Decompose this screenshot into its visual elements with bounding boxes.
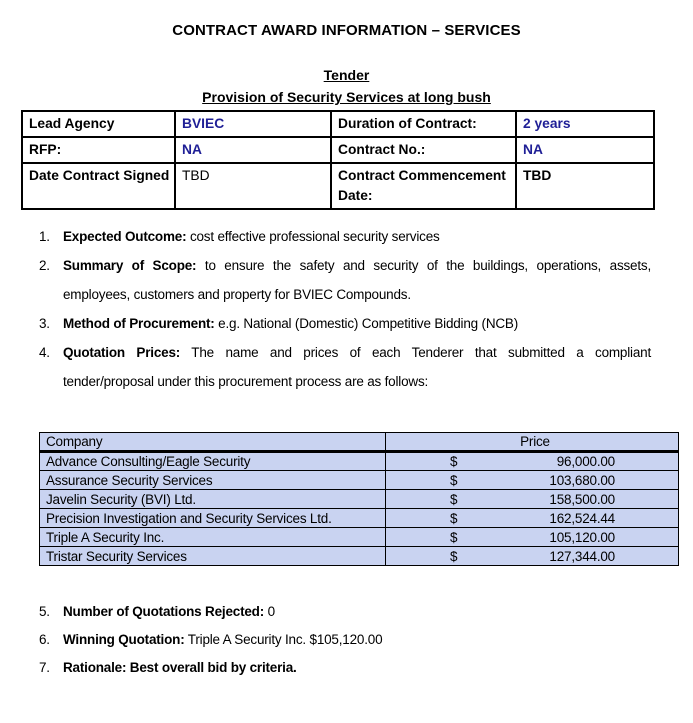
item-text: The name and prices of each Tenderer that submitted a compliant [180, 345, 652, 360]
company-column-header: Company [40, 433, 386, 452]
item-label: Quotation Prices: [63, 345, 181, 360]
list-number: 2. [39, 258, 50, 273]
numbered-list-bottom [37, 598, 651, 682]
item-line-1 [63, 338, 651, 367]
price-table-header-row [40, 433, 679, 452]
tender-heading: Tender [323, 67, 370, 83]
item-text: Triple A Security Inc. $105,120.00 [184, 632, 383, 647]
contract-info-table [21, 110, 655, 210]
item-label: Winning Quotation: [63, 632, 185, 647]
item-label: Summary of Scope: [63, 258, 197, 273]
item-line-2: tender/proposal under this procurement process are as follows: [63, 374, 429, 389]
list-number: 4. [39, 345, 50, 360]
price-cell [386, 547, 679, 566]
list-item-summary-of-scope [37, 251, 651, 309]
list-number: 1. [39, 229, 50, 244]
currency-symbol: $ [450, 548, 458, 564]
date-signed-label: Date Contract Signed [22, 163, 175, 209]
currency-symbol: $ [450, 454, 458, 469]
contract-no-label: Contract No.: [331, 137, 516, 163]
item-line-2: employees, customers and property for BVIEC Compounds. [63, 287, 411, 302]
price-table-row [40, 471, 679, 490]
item-label: Number of Quotations Rejected: [63, 604, 265, 619]
item-text: to ensure the safety and security of the buildings, operations, assets, [196, 258, 652, 273]
list-item-winning-quotation [37, 626, 651, 654]
item-label: Rationale: Best overall bid by criteria. [63, 660, 297, 675]
list-number: 6. [39, 632, 50, 647]
item-label: Expected Outcome: [63, 229, 187, 244]
list-number: 5. [39, 604, 50, 619]
commencement-value: TBD [516, 163, 654, 209]
price-cell [386, 528, 679, 547]
price-table-row [40, 452, 679, 471]
company-cell: Advance Consulting/Eagle Security [40, 452, 386, 471]
list-item-method-of-procurement [37, 309, 651, 338]
duration-value: 2 years [516, 111, 654, 137]
table-row [22, 163, 654, 209]
company-cell: Tristar Security Services [40, 547, 386, 566]
page-title: CONTRACT AWARD INFORMATION – SERVICES [172, 22, 521, 39]
list-item-rationale [37, 654, 651, 682]
list-item-quotation-prices [37, 338, 651, 396]
price-table-row [40, 509, 679, 528]
company-cell: Javelin Security (BVI) Ltd. [40, 490, 386, 509]
price-amount: 103,680.00 [549, 472, 615, 488]
price-table-row [40, 528, 679, 547]
company-cell: Triple A Security Inc. [40, 528, 386, 547]
price-column-header: Price [386, 433, 679, 452]
date-signed-value: TBD [175, 163, 331, 209]
commencement-label: Contract Commencement Date: [331, 163, 516, 209]
currency-symbol: $ [450, 472, 458, 488]
currency-symbol: $ [450, 510, 458, 526]
contract-no-value: NA [516, 137, 654, 163]
company-cell: Assurance Security Services [40, 471, 386, 490]
quotation-price-table [39, 432, 679, 566]
price-cell [386, 490, 679, 509]
provision-heading: Provision of Security Services at long bush [202, 89, 491, 105]
table-row [22, 111, 654, 137]
price-cell [386, 509, 679, 528]
price-amount: 96,000.00 [556, 454, 615, 469]
item-text: e.g. National (Domestic) Competitive Bidding (NCB) [214, 316, 519, 331]
item-text: cost effective professional security services [186, 229, 440, 244]
price-amount: 127,344.00 [549, 548, 615, 564]
price-amount: 105,120.00 [549, 529, 615, 545]
list-item-quotations-rejected [37, 598, 651, 626]
price-amount: 158,500.00 [549, 491, 615, 507]
price-table-row [40, 547, 679, 566]
list-number: 3. [39, 316, 50, 331]
price-amount: 162,524.44 [549, 510, 615, 526]
price-cell [386, 471, 679, 490]
item-line-1 [63, 251, 651, 280]
list-number: 7. [39, 660, 50, 675]
company-cell: Precision Investigation and Security Services Ltd. [40, 509, 386, 528]
lead-agency-label: Lead Agency [22, 111, 175, 137]
item-label: Method of Procurement: [63, 316, 215, 331]
numbered-list-top [37, 222, 651, 396]
table-row [22, 137, 654, 163]
currency-symbol: $ [450, 491, 458, 507]
price-cell [386, 452, 679, 471]
item-text: 0 [264, 604, 275, 619]
currency-symbol: $ [450, 529, 458, 545]
price-table-row [40, 490, 679, 509]
list-item-expected-outcome [37, 222, 651, 251]
lead-agency-value: BVIEC [175, 111, 331, 137]
duration-label: Duration of Contract: [331, 111, 516, 137]
rfp-label: RFP: [22, 137, 175, 163]
rfp-value: NA [175, 137, 331, 163]
